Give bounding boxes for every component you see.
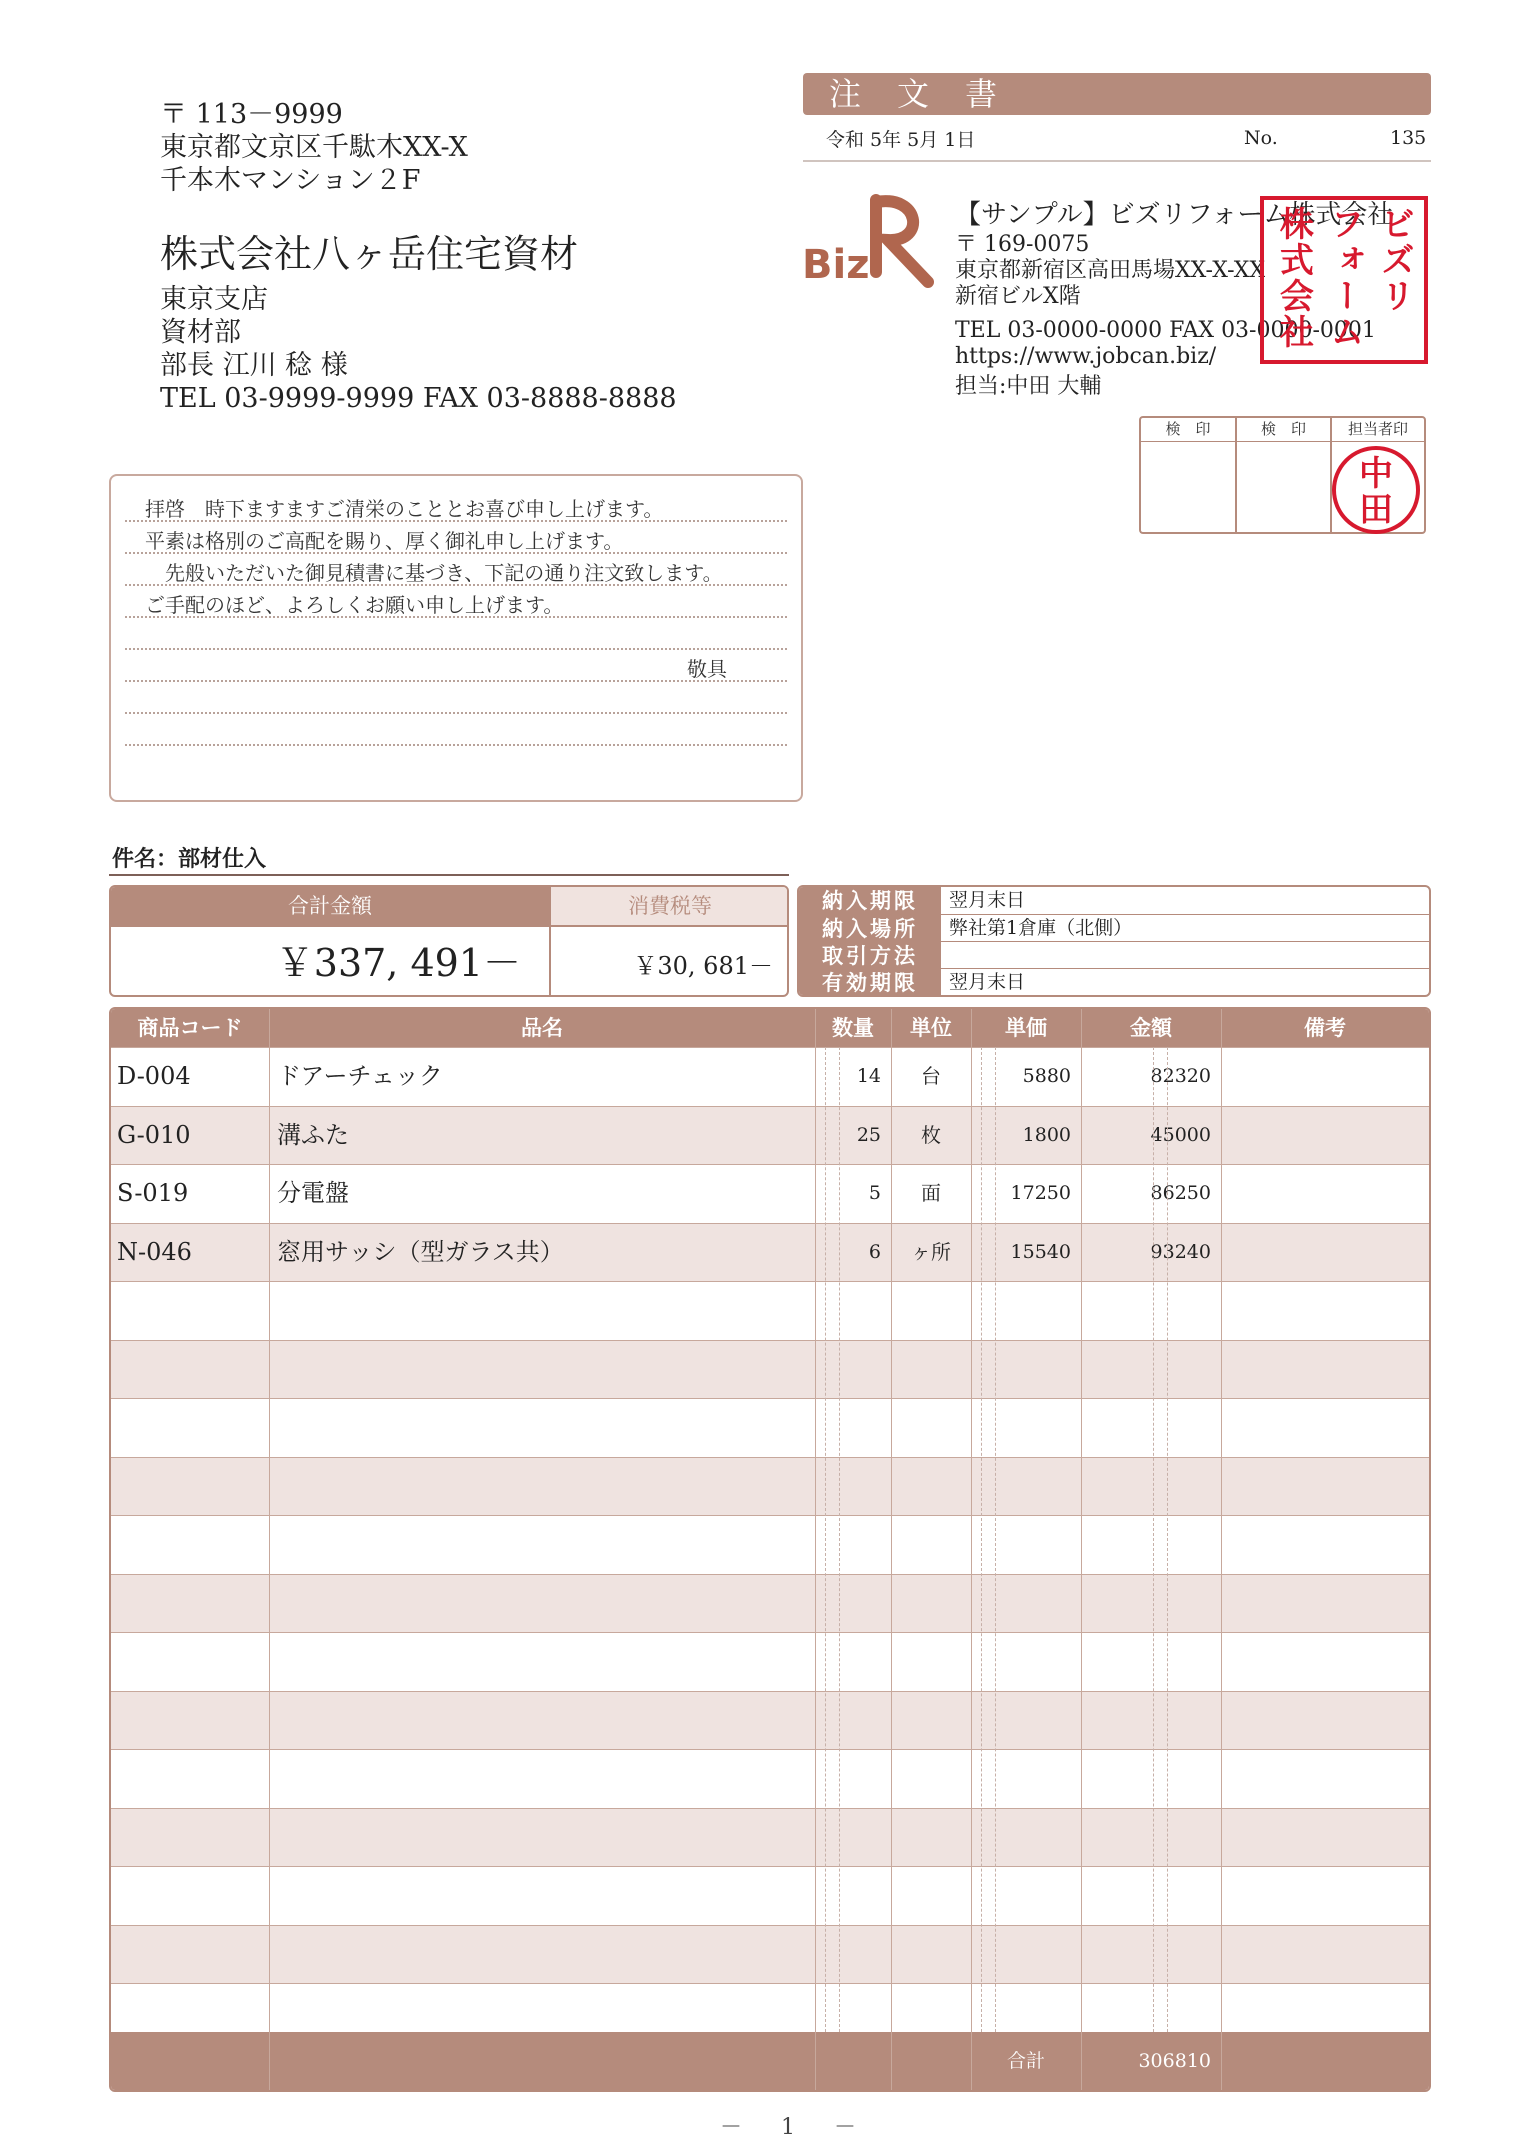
cell-note <box>1221 1048 1429 1106</box>
greeting-line: 平素は格別のご高配を賜り、厚く御礼申し上げます。 <box>125 522 787 554</box>
header-name: 品名 <box>521 1015 563 1040</box>
cell-name: 分電盤 <box>277 1179 349 1207</box>
tax-label: 消費税等 <box>549 887 789 925</box>
cell-qty: 5 <box>868 1182 881 1204</box>
document-title: 注文書 <box>803 73 1431 115</box>
personal-seal-text: 中田 <box>1359 454 1393 530</box>
digit-guide-line <box>839 1047 840 2032</box>
approval-stamp-box <box>1139 416 1235 534</box>
company-seal-icon <box>1260 196 1428 364</box>
cell-unit: 面 <box>921 1181 941 1205</box>
stamp-label: 検 印 <box>1237 418 1330 442</box>
table-row <box>111 1398 1429 1457</box>
cell-note <box>1221 1165 1429 1223</box>
cell-note <box>1221 1224 1429 1282</box>
seal-column: ビズリ <box>1374 206 1415 314</box>
condition-label: 有効期限 <box>799 969 941 995</box>
sender-contact: TEL 03-0000-0000 FAX 03-0000-0001 <box>955 318 1376 343</box>
column-divider <box>1221 1009 1222 2090</box>
greeting-line: ご手配のほど、よろしくお願い申し上げます。 <box>125 586 787 618</box>
subject: 件名：部材仕入 <box>112 846 267 872</box>
stamp-label: 担当者印 <box>1332 418 1424 442</box>
doc-number: 135 <box>1390 127 1427 149</box>
table-row <box>111 1808 1429 1867</box>
total-label: 合計金額 <box>111 887 549 925</box>
recipient-address-2: 千本木マンション２F <box>160 165 421 196</box>
table-footer <box>111 2032 1429 2090</box>
cell-note <box>1221 1107 1429 1165</box>
stamp-label: 検 印 <box>1141 418 1235 442</box>
logo-text: Biz <box>802 242 870 288</box>
header-divider <box>803 160 1431 162</box>
table-row <box>111 1164 1429 1223</box>
cell-amount: 93240 <box>1150 1240 1211 1263</box>
sender-address-1: 東京都新宿区高田馬場XX-X-XX <box>955 258 1266 283</box>
conditions-box <box>797 885 1431 997</box>
approval-stamp-box <box>1235 416 1330 534</box>
table-row <box>111 1281 1429 1340</box>
cell-unit: 台 <box>921 1064 941 1088</box>
table-row <box>111 1749 1429 1808</box>
header-note: 備考 <box>1304 1015 1346 1040</box>
condition-row <box>799 887 1429 914</box>
table-row <box>111 1047 1429 1106</box>
sender-postal: 〒 169-0075 <box>955 232 1090 257</box>
column-divider <box>269 1009 270 2090</box>
table-row <box>111 1866 1429 1925</box>
recipient-block <box>160 98 677 415</box>
cell-code: S-019 <box>117 1179 189 1207</box>
cell-name: ドアーチェック <box>277 1062 443 1090</box>
column-divider <box>815 1009 816 2090</box>
cell-unit: 枚 <box>921 1122 941 1147</box>
table-row <box>111 1340 1429 1399</box>
recipient-address-1: 東京都文京区千駄木XX-X <box>160 132 468 163</box>
recipient-department: 資材部 <box>160 317 241 348</box>
cell-name: 窓用サッシ（型ガラス共） <box>277 1237 564 1266</box>
bizr-logo-icon <box>800 190 950 290</box>
column-divider <box>971 1009 972 2090</box>
cell-qty: 25 <box>856 1123 881 1146</box>
table-row <box>111 1106 1429 1165</box>
digit-guide-line <box>995 1047 996 2032</box>
condition-row <box>799 914 1429 941</box>
cell-price: 15540 <box>1010 1240 1071 1263</box>
greeting-line <box>125 618 787 650</box>
condition-label: 納入期限 <box>799 887 941 914</box>
table-row <box>111 1632 1429 1691</box>
recipient-company: 株式会社八ヶ岳住宅資材 <box>160 232 579 276</box>
cell-amount: 45000 <box>1150 1123 1211 1146</box>
issue-date: 令和 5年 5月 1日 <box>826 129 976 151</box>
table-row <box>111 1223 1429 1282</box>
cell-code: G-010 <box>117 1120 191 1149</box>
digit-guide-line <box>1153 1047 1154 2032</box>
condition-label: 取引方法 <box>799 942 941 968</box>
cell-unit: ヶ所 <box>911 1239 951 1264</box>
seal-column: フォーム <box>1323 206 1364 350</box>
header-price: 単価 <box>1005 1015 1047 1040</box>
cell-code: D-004 <box>117 1062 191 1090</box>
recipient-contact: TEL 03-9999-9999 FAX 03-8888-8888 <box>160 383 677 414</box>
condition-value: 翌月末日 <box>949 889 1026 911</box>
header-amount: 金額 <box>1130 1015 1172 1040</box>
condition-value: 弊社第1倉庫（北側） <box>949 917 1133 939</box>
cell-amount: 82320 <box>1150 1065 1211 1087</box>
total-box <box>109 885 789 997</box>
table-row <box>111 1691 1429 1750</box>
condition-value: 翌月末日 <box>949 971 1026 993</box>
table-row <box>111 1515 1429 1574</box>
recipient-person: 部長 江川 稔 様 <box>160 350 348 381</box>
tax-value: ￥30, 681－ <box>549 925 789 997</box>
sender-name: 【サンプル】ビズリフォーム株式会社 <box>955 200 1394 230</box>
greeting-line <box>125 714 787 746</box>
cell-name: 溝ふた <box>277 1120 349 1149</box>
condition-row <box>799 941 1429 968</box>
sender-person: 担当:中田 大輔 <box>955 374 1102 399</box>
doc-number-label: No. <box>1244 127 1278 149</box>
personal-seal-icon <box>1332 446 1420 534</box>
sender-address-2: 新宿ビルX階 <box>955 284 1081 309</box>
table-row <box>111 1574 1429 1633</box>
digit-guide-line <box>981 1047 982 2032</box>
header-code: 商品コード <box>137 1015 243 1040</box>
footer-total-label: 合計 <box>1006 2050 1045 2072</box>
greeting-box <box>109 474 803 802</box>
greeting-line: 拝啓 時下ますますご清栄のこととお喜び申し上げます。 <box>125 490 787 522</box>
cell-price: 1800 <box>1022 1123 1071 1146</box>
digit-guide-line <box>1167 1047 1168 2032</box>
column-divider <box>1081 1009 1082 2090</box>
recipient-branch: 東京支店 <box>160 284 268 315</box>
table-row <box>111 1925 1429 1984</box>
cell-qty: 6 <box>868 1240 881 1263</box>
cell-amount: 86250 <box>1150 1182 1211 1204</box>
sender-url[interactable]: https://www.jobcan.biz/ <box>955 344 1217 369</box>
cell-code: N-046 <box>117 1237 192 1266</box>
greeting-line: 先般いただいた御見積書に基づき、下記の通り注文致します。 <box>125 554 787 586</box>
seal-column: 株式会社 <box>1273 206 1314 350</box>
greeting-closing: 敬具 <box>125 650 787 682</box>
cell-price: 17250 <box>1010 1182 1071 1204</box>
subject-underline <box>109 874 789 876</box>
page-number: － 1 － <box>720 2115 872 2140</box>
condition-row <box>799 968 1429 995</box>
recipient-postal: 〒 113－9999 <box>160 99 343 130</box>
footer-total-value: 306810 <box>1138 2050 1211 2072</box>
table-row <box>111 1457 1429 1516</box>
cell-qty: 14 <box>856 1065 881 1087</box>
cell-price: 5880 <box>1022 1065 1071 1087</box>
greeting-line <box>125 682 787 714</box>
digit-guide-line <box>825 1047 826 2032</box>
column-divider <box>891 1009 892 2090</box>
total-value: ￥337, 491－ <box>111 925 549 997</box>
header-unit: 単位 <box>910 1015 952 1040</box>
header-qty: 数量 <box>832 1015 874 1040</box>
condition-label: 納入場所 <box>799 915 941 941</box>
table-header <box>111 1009 1429 1047</box>
items-table <box>109 1007 1431 2092</box>
